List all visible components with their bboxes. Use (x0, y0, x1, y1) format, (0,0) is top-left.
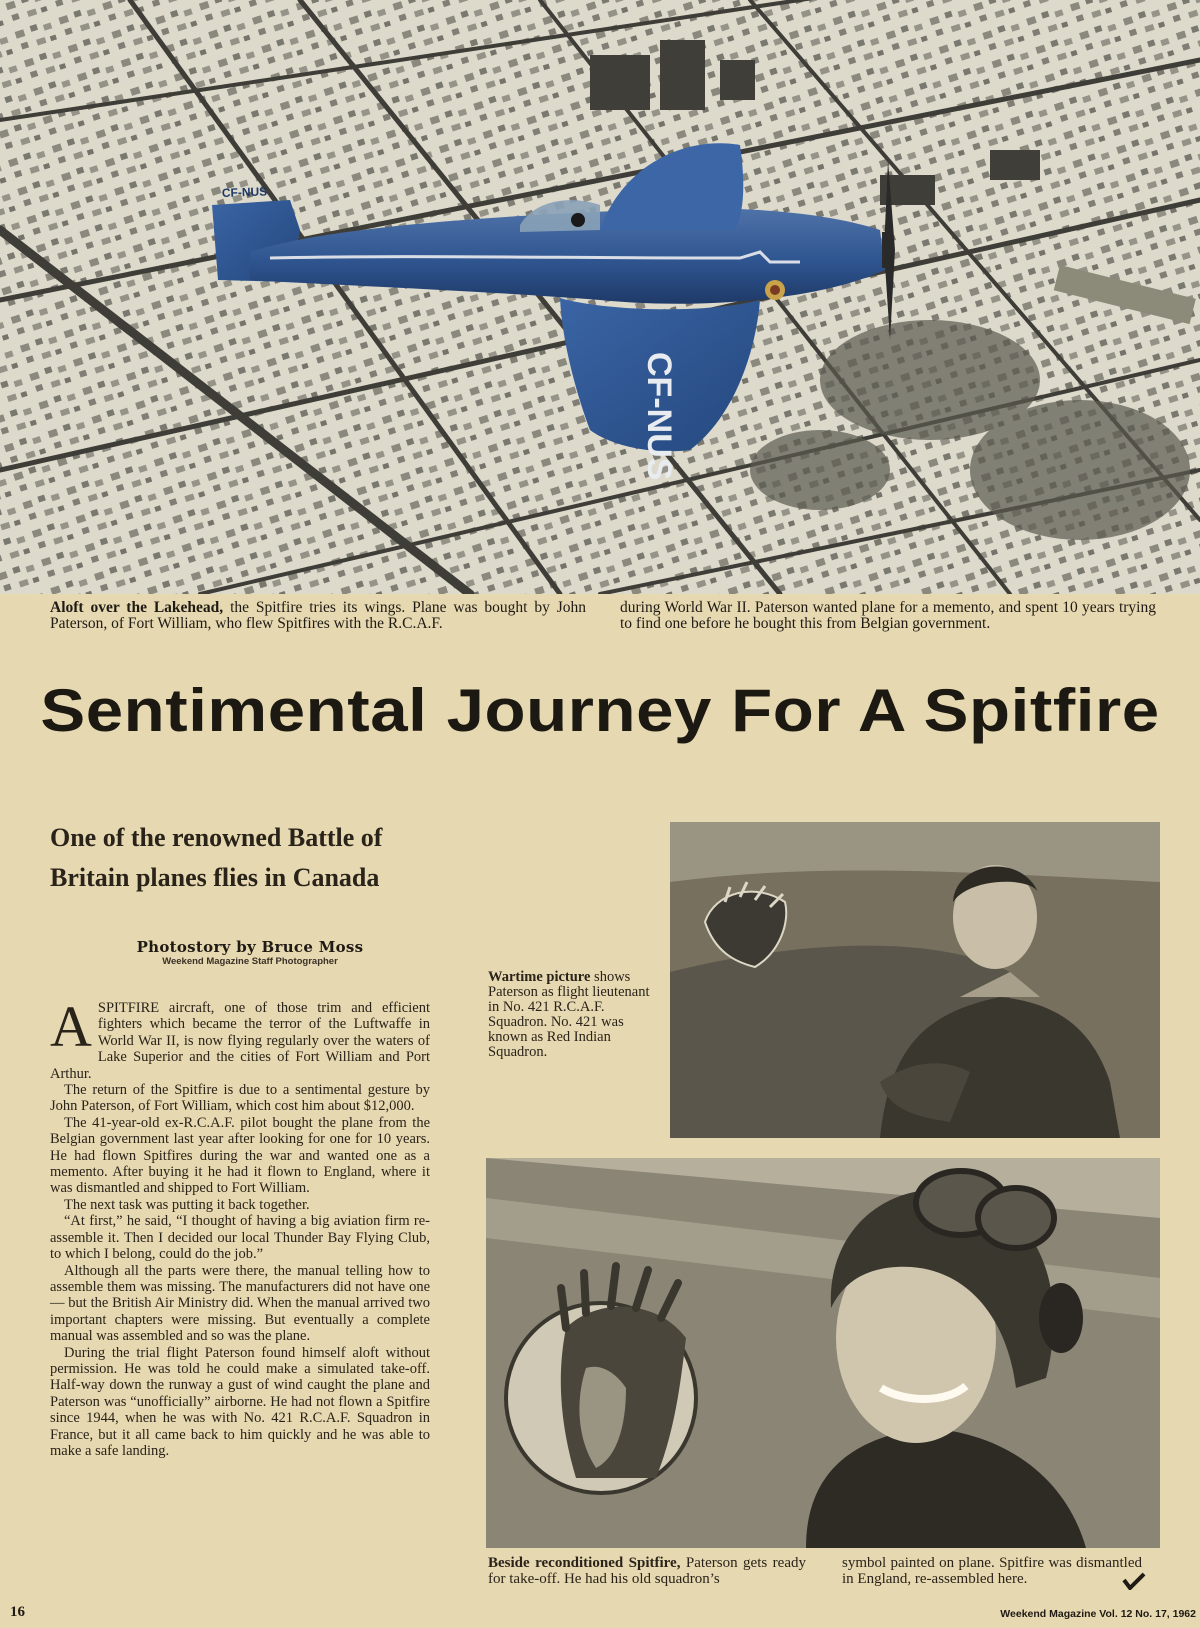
hero-photo (0, 0, 1200, 594)
caption-beside-col2: symbol painted on plane. Spitfire was dismantled in England, re-assembled here. (842, 1555, 1142, 1587)
drop-cap: A (50, 994, 92, 1059)
page-title: Sentimental Journey For A Spitfire (40, 677, 1160, 744)
body-paragraph-7: During the trial flight Paterson found himself aloft without permission. He was told he could make a simulated take-off. Half-way down the runway a gust of wind caught the plane and Paterson was “unofficially” airborne. He had not flown a Spitfire since 1944, when he was with No. 421 R.C.A.F. Squadron in France, but it all came back to him quickly and he was able to make a safe landing. (50, 1344, 430, 1459)
tail-registration: CF-NUS (221, 184, 268, 200)
body-paragraph-2: The return of the Spitfire is due to a sentimental gesture by John Paterson, of Fort William, which cost him about $12,000. (50, 1082, 430, 1115)
caption-wartime-text: shows Paterson as flight lieutenant in No. 421 R.C.A.F. Squadron. No. 421 was known as Red Indian Squadron. (488, 969, 650, 1060)
article-body (50, 994, 430, 1459)
body-paragraph-6: Although all the parts were there, the manual telling how to assemble them was missing. The manufacturers did not have one — but the British Air Ministry did. When the manual arrived two important chapters were missing. But eventually a complete manual was assembled and so was the plane. (50, 1262, 430, 1345)
publication-info: Weekend Magazine Vol. 12 No. 17, 1962 (1000, 1608, 1196, 1620)
caption-wartime (488, 970, 658, 1060)
pilot-photo (486, 1158, 1160, 1548)
body-paragraph-1: ASPITFIRE aircraft, one of those trim and efficient fighters which became the terror of the Luftwaffe in World War II, is now flying regularly over the waters of Lake Superior and the cities of Fort William and Port Arthur. (50, 994, 430, 1082)
hero-caption-text-1: the Spitfire tries its wings. Plane was bought by John Paterson, of Fort William, who flew Spitfires with the R.C.A.F. (50, 599, 586, 632)
byline-credit: Weekend Magazine Staff Photographer (162, 956, 338, 967)
caption-beside-lead: Beside reconditioned Spitfire, (488, 1555, 681, 1571)
byline: Photostory by Bruce Moss (136, 938, 364, 956)
hero-caption-col1 (50, 600, 586, 632)
end-mark-icon (1122, 1572, 1146, 1590)
wing-registration: CF-NUS (640, 352, 678, 481)
caption-wartime-lead: Wartime picture (488, 969, 591, 985)
hero-caption-col2: during World War II. Paterson wanted plane for a memento, and spent 10 years trying to find one before he bought this from Belgian government. (620, 599, 1156, 632)
page-number: 16 (10, 1604, 25, 1620)
body-paragraph-4: The next task was putting it back together. (64, 1196, 310, 1213)
body-paragraph-5: “At first,” he said, “I thought of having a big aviation firm re-assemble it. Then I decided our local Thunder Bay Flying Club, to which I belong, could do the job.” (50, 1213, 430, 1263)
hero-caption-lead: Aloft over the Lakehead, (50, 599, 224, 616)
caption-beside-col1 (488, 1555, 806, 1587)
caption-beside-text-1: Paterson gets ready for take-off. He had his old squadron’s (488, 1555, 806, 1587)
wartime-photo (670, 822, 1160, 1138)
subheadline: One of the renowned Battle of Britain planes flies in Canada (50, 823, 383, 892)
body-paragraph-3: The 41-year-old ex-R.C.A.F. pilot bought the plane from the Belgian government last year after looking for one for 10 years. He had flown Spitfires during the war and wanted one as a memento. After buying it he had it flown to England, where it was dismantled and shipped to Fort William. (50, 1114, 430, 1197)
